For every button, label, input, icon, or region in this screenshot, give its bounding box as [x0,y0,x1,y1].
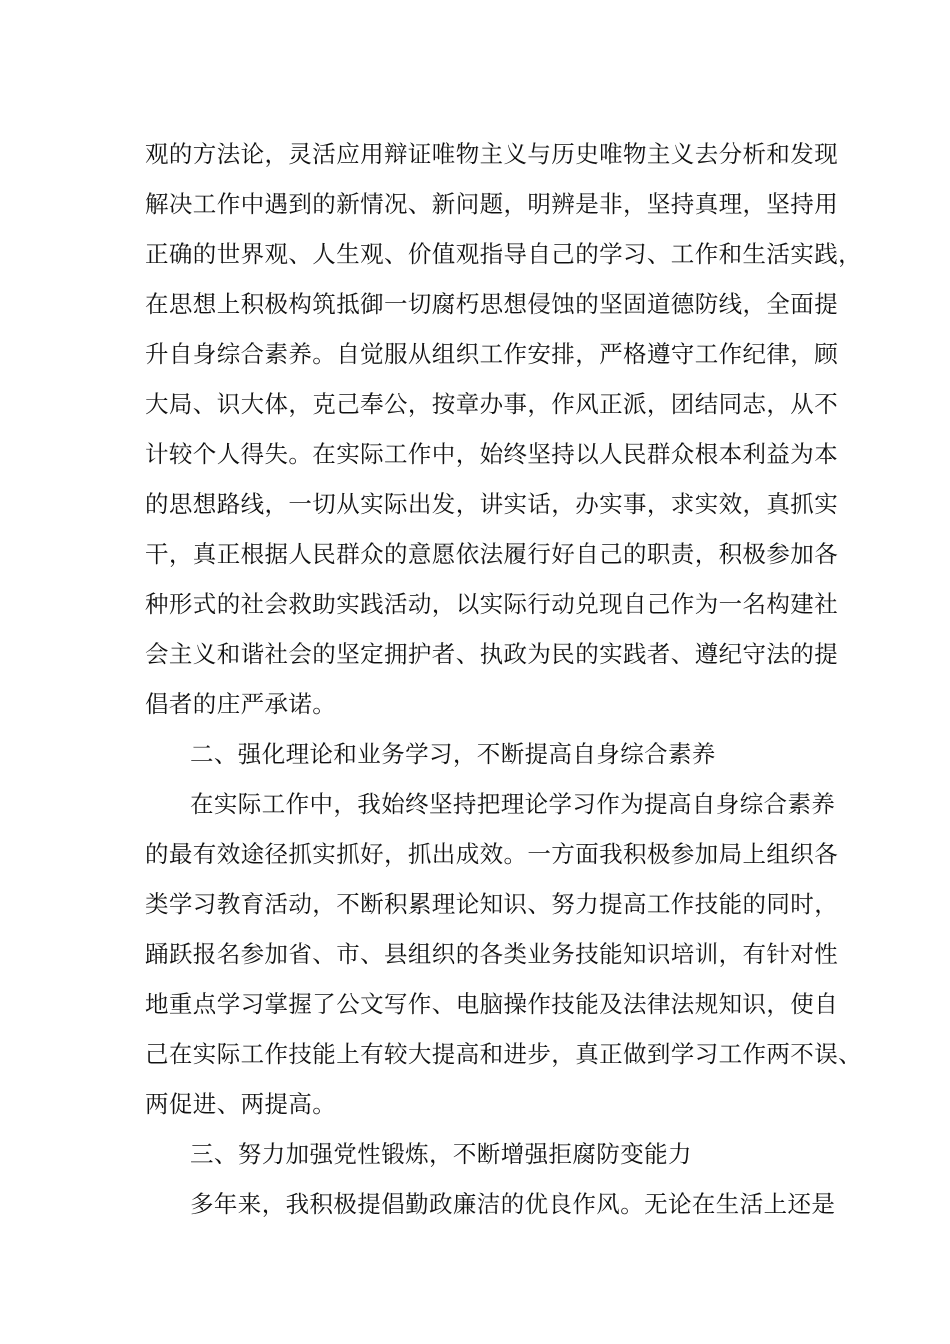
text-line: 在思想上积极构筑抵御一切腐朽思想侵蚀的坚固道德防线，全面提 [145,290,839,318]
text-line: 观的方法论，灵活应用辩证唯物主义与历史唯物主义去分析和发现 [145,140,839,168]
section-heading: 二、强化理论和业务学习，不断提高自身综合素养 [190,740,716,768]
text-line: 升自身综合素养。自觉服从组织工作安排，严格遵守工作纪律，顾 [145,340,839,368]
text-line: 的最有效途径抓实抓好，抓出成效。一方面我积极参加局上组织各 [145,840,839,868]
text-line: 计较个人得失。在实际工作中，始终坚持以人民群众根本利益为本 [145,440,839,468]
text-line: 两促进、两提高。 [145,1090,337,1118]
document-body [145,129,862,1229]
section-heading: 三、努力加强党性锻炼，不断增强拒腐防变能力 [190,1140,692,1168]
text-line: 种形式的社会救助实践活动，以实际行动兑现自己作为一名构建社 [145,590,839,618]
text-line: 解决工作中遇到的新情况、新问题，明辨是非，坚持真理，坚持用 [145,190,839,218]
text-line: 在实际工作中，我始终坚持把理论学习作为提高自身综合素养 [190,790,836,818]
text-line: 会主义和谐社会的坚定拥护者、执政为民的实践者、遵纪守法的提 [145,640,839,668]
text-line: 己在实际工作技能上有较大提高和进步，真正做到学习工作两不误、 [145,1040,862,1068]
text-line: 类学习教育活动，不断积累理论知识、努力提高工作技能的同时， [145,890,839,918]
text-line: 的思想路线，一切从实际出发，讲实话，办实事，求实效，真抓实 [145,490,839,518]
text-line: 踊跃报名参加省、市、县组织的各类业务技能知识培训，有针对性 [145,940,839,968]
text-line: 正确的世界观、人生观、价值观指导自己的学习、工作和生活实践， [145,240,862,268]
text-line: 干，真正根据人民群众的意愿依法履行好自己的职责，积极参加各 [145,540,839,568]
text-line: 大局、识大体，克己奉公，按章办事，作风正派，团结同志，从不 [145,390,839,418]
text-line: 地重点学习掌握了公文写作、电脑操作技能及法律法规知识，使自 [145,990,839,1018]
text-line: 多年来，我积极提倡勤政廉洁的优良作风。无论在生活上还是 [190,1190,836,1218]
text-line: 倡者的庄严承诺。 [145,690,337,718]
